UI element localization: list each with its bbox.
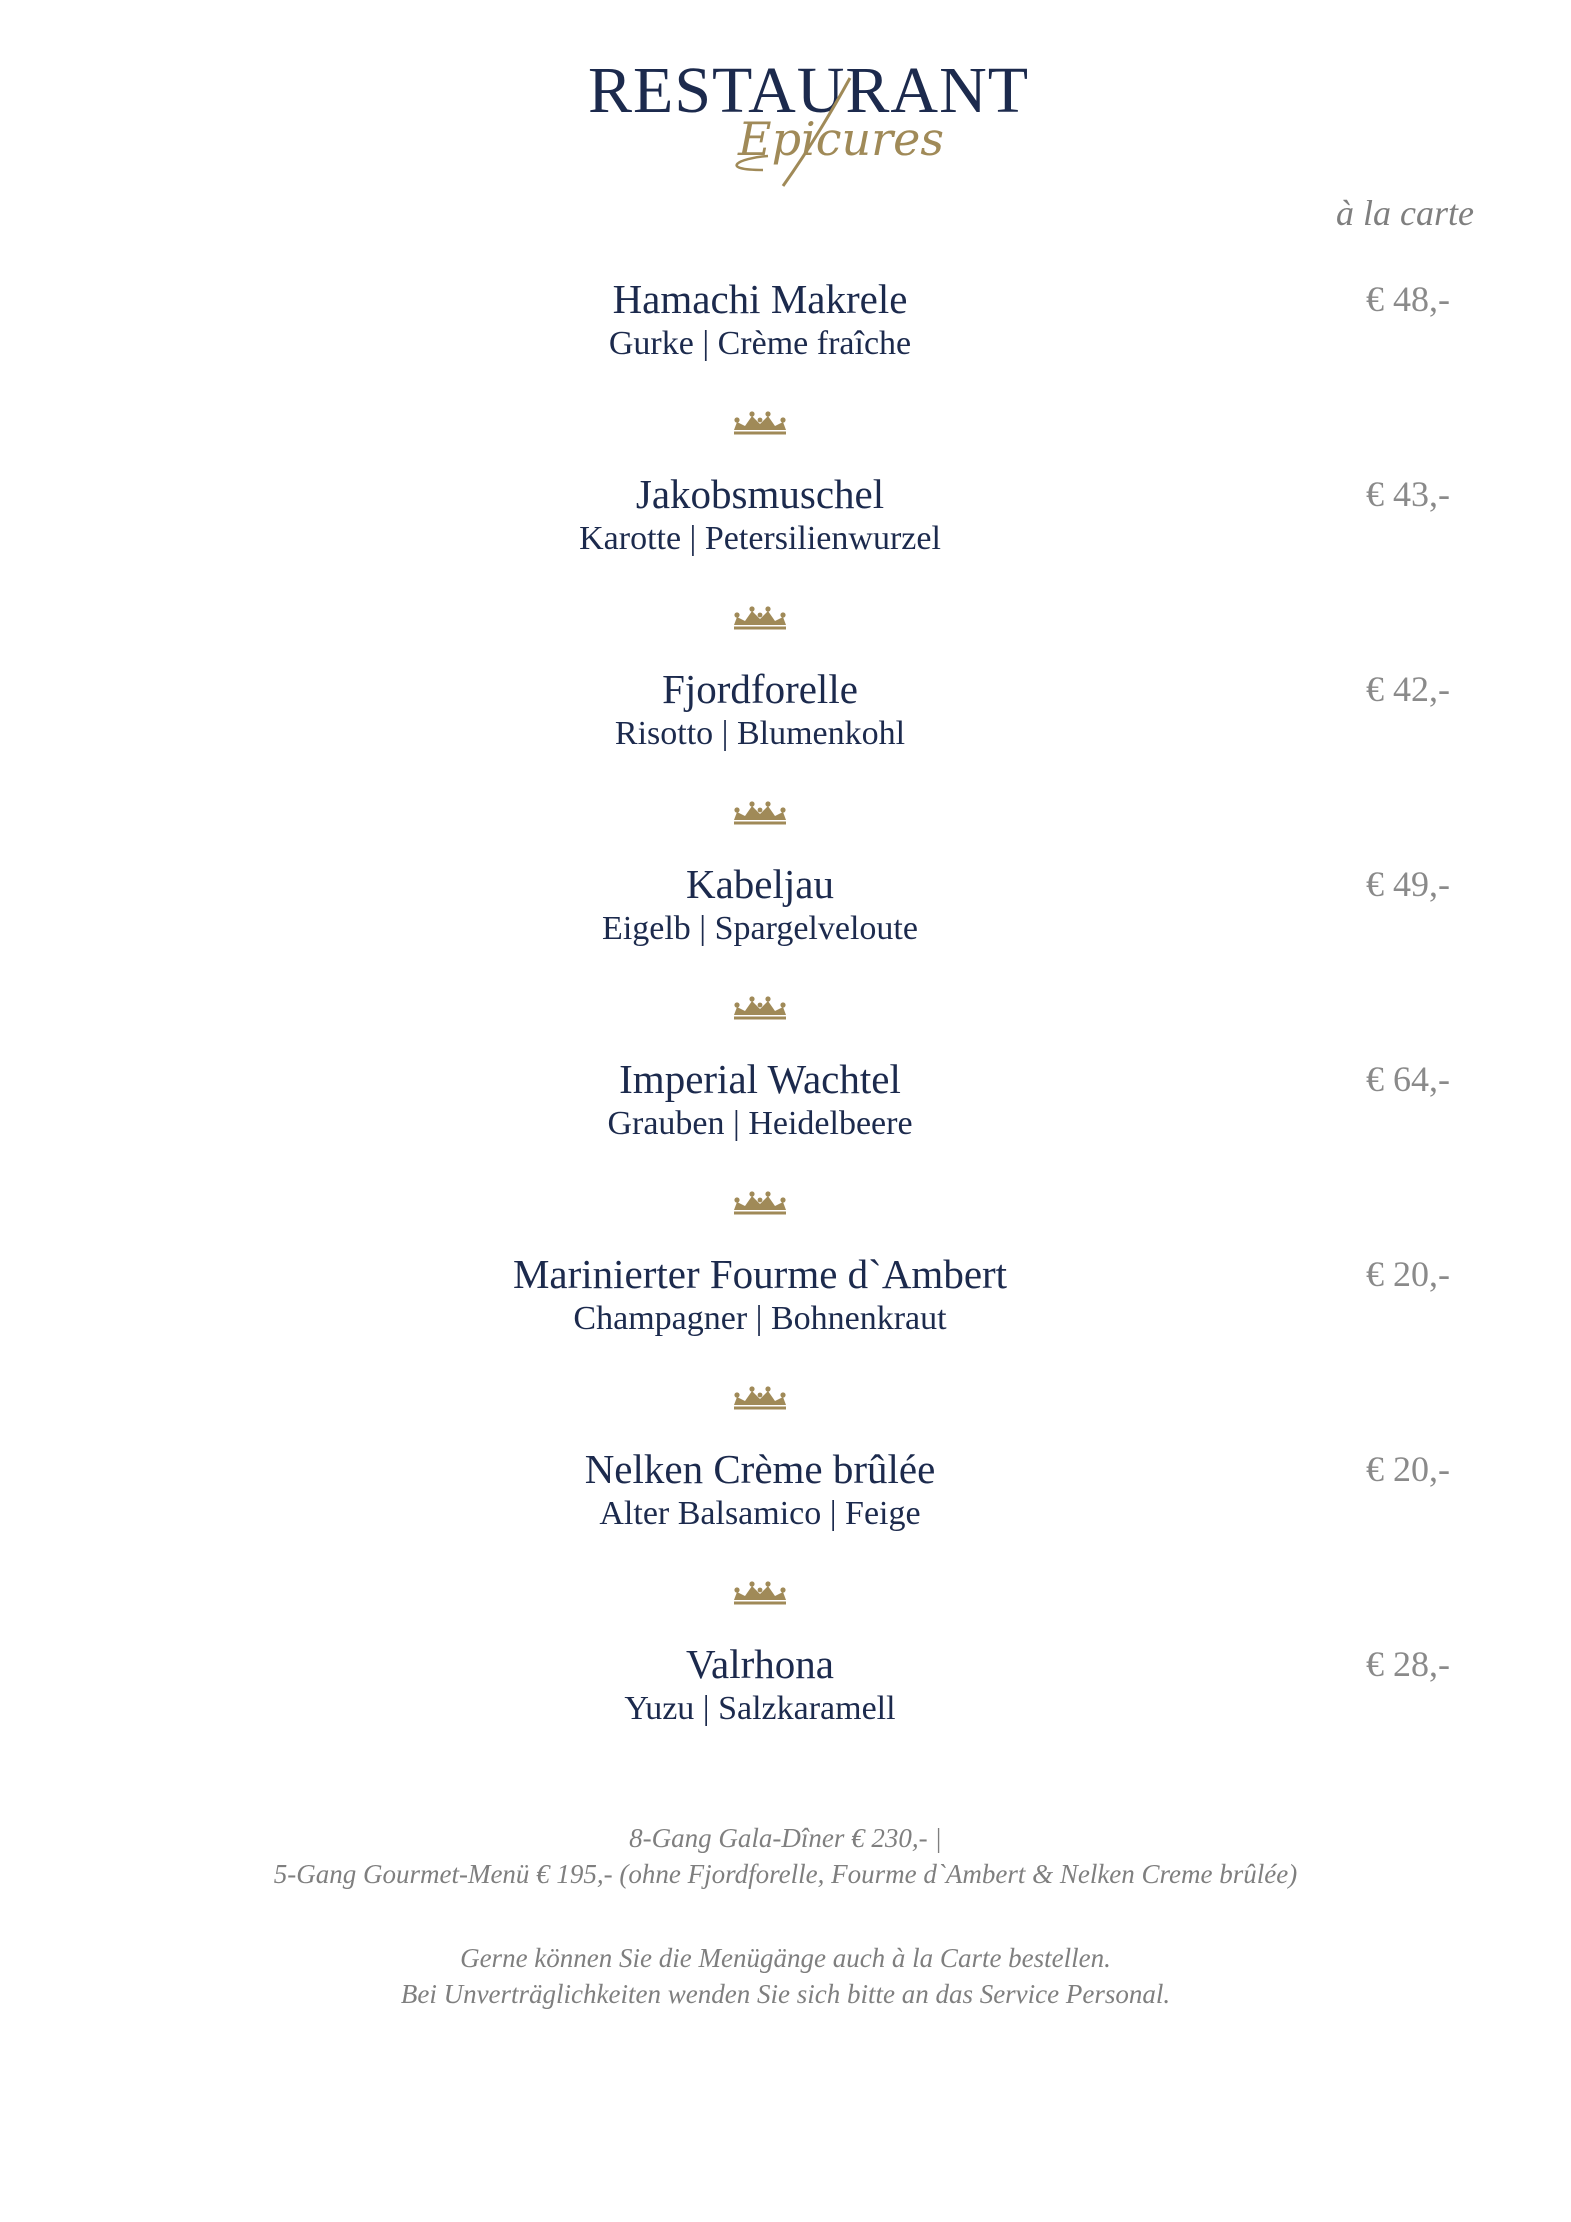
dish-accompaniments: Grauben | Heidelbeere [607,1105,913,1142]
crown-icon [730,1383,790,1411]
menu-offer-line: 5-Gang Gourmet-Menü € 195,- (ohne Fjordforelle, Fourme d`Ambert & Nelken Creme brûlée) [273,1859,1298,1889]
logo-wordmark: RESTAURANT [588,54,1030,127]
dish-price: € 28,- [1366,1644,1450,1684]
crown-icon [730,603,790,631]
dish-name: Nelken Crème brûlée [584,1446,936,1492]
dish-price: € 64,- [1366,1059,1450,1099]
menu-item [0,1440,1571,1635]
dish-accompaniments: Gurke | Crème fraîche [608,325,912,362]
menu-item [0,465,1571,660]
dish-price: € 20,- [1366,1254,1450,1294]
crown-icon [730,408,790,436]
a-la-carte-label: à la carte [1336,193,1474,233]
service-note-line: Gerne können Sie die Menügänge auch à la Carte bestellen. [460,1943,1111,1973]
dish-price: € 48,- [1366,279,1450,319]
dish-accompaniments: Risotto | Blumenkohl [614,715,906,752]
crown-icon [730,798,790,826]
menu-item [0,1245,1571,1440]
dish-name: Imperial Wachtel [619,1056,901,1102]
dish-price: € 20,- [1366,1449,1450,1489]
dish-name: Kabeljau [686,861,834,907]
menu-item [0,660,1571,855]
dish-accompaniments: Karotte | Petersilienwurzel [579,520,941,557]
dish-accompaniments: Alter Balsamico | Feige [599,1495,921,1532]
dish-accompaniments: Champagner | Bohnenkraut [573,1300,947,1337]
crown-icon [730,993,790,1021]
logo-script: Epicures [738,112,944,166]
menu-item [0,1050,1571,1245]
menu-item [0,855,1571,1050]
dish-name: Hamachi Makrele [612,276,908,322]
dish-price: € 42,- [1366,669,1450,709]
menu-offer-line: 8-Gang Gala-Dîner € 230,- | [629,1823,942,1853]
dish-name: Fjordforelle [662,666,858,712]
dish-price: € 49,- [1366,864,1450,904]
dish-name: Valrhona [685,1641,834,1687]
dish-accompaniments: Yuzu | Salzkaramell [624,1690,896,1727]
dish-price: € 43,- [1366,474,1450,514]
menu-offer-note [0,1820,1571,1892]
menu-item [0,1635,1571,1830]
dish-name: Marinierter Fourme d`Ambert [512,1251,1008,1297]
logo-flourish-icon [588,58,998,188]
dish-accompaniments: Eigelb | Spargelveloute [602,910,918,947]
menu-list [0,270,1571,1830]
restaurant-logo [588,54,1030,188]
service-note-line: Bei Unverträglichkeiten wenden Sie sich bitte an das Service Personal. [400,1979,1171,2009]
menu-item [0,270,1571,465]
crown-icon [730,1188,790,1216]
crown-icon [730,1578,790,1606]
service-note [0,1940,1571,2012]
dish-name: Jakobsmuschel [635,471,885,517]
